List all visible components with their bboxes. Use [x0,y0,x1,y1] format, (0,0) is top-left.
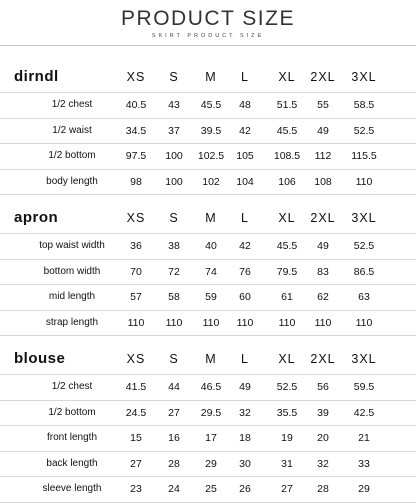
table-cell: 110 [314,316,332,329]
table-cell: 37 [168,124,180,137]
table-cell: 27 [130,457,142,470]
table-cell: 52.5 [353,240,375,252]
size-header-xl: XL [278,70,296,84]
table-cell: 42.5 [353,406,375,419]
table-cell: 97.5 [125,150,147,162]
table-cell: 18 [239,432,251,444]
size-header-m: M [205,352,217,366]
table-cell: 27 [168,406,180,419]
table-cell: 74 [205,265,217,278]
table-row [0,285,416,311]
table-cell: 26 [239,483,251,495]
row-label: 1/2 waist [52,124,92,136]
size-header-2xl: 2XL [310,211,336,225]
table-cell: 102.5 [197,150,225,162]
page-header [0,6,416,40]
table-cell: 30 [239,457,251,470]
table-cell: 20 [317,432,329,444]
table-cell: 21 [358,432,370,444]
size-header-l: L [241,211,249,225]
table-cell: 76 [239,265,251,278]
table-row [0,401,416,427]
page-subtitle: SKIRT PRODUCT SIZE [151,33,265,39]
table-cell: 115.5 [351,150,377,162]
table-cell: 79.5 [276,265,298,278]
table-cell: 108.5 [273,150,301,162]
size-header-m: M [205,70,217,84]
header-divider [0,45,416,46]
size-header-xl: XL [278,352,296,366]
row-label: top waist width [39,240,105,251]
table-cell: 42 [239,124,251,137]
table-cell: 40 [205,240,217,252]
table-cell: 110 [355,175,373,188]
table-cell: 45.5 [276,124,298,137]
table-row [0,374,416,401]
table-row [0,233,416,260]
table-cell: 49 [317,240,329,252]
row-label: 1/2 bottom [48,150,96,161]
table-cell: 39.5 [200,124,222,137]
page-title: PRODUCT SIZE [121,7,295,30]
size-header-s: S [169,352,179,366]
table-cell: 38 [168,240,180,252]
table-cell: 110 [202,316,220,329]
table-cell: 16 [168,432,180,444]
table-cell: 52.5 [276,381,298,393]
table-cell: 46.5 [200,381,222,393]
table-cell: 49 [239,381,251,393]
size-header-xs: XS [126,352,146,366]
table-cell: 19 [281,432,293,444]
table-cell: 110 [355,316,373,329]
table-row [0,260,416,286]
size-header-s: S [169,70,179,84]
table-cell: 40.5 [125,99,147,111]
table-row [0,477,416,503]
table-row [0,311,416,337]
table-cell: 49 [317,124,329,137]
table-cell: 110 [236,316,254,329]
table-cell: 42 [239,240,251,252]
table-cell: 28 [168,457,180,470]
section-header [0,64,416,92]
table-cell: 29 [358,483,370,495]
table-cell: 57 [130,291,142,303]
table-cell: 15 [130,432,142,444]
table-cell: 29.5 [200,406,222,419]
size-header-m: M [205,211,217,225]
table-cell: 34.5 [125,124,147,137]
section-header [0,346,416,374]
table-cell: 60 [239,291,251,303]
section-title: dirndl [14,68,59,85]
table-cell: 70 [130,265,142,278]
table-cell: 105 [236,150,254,162]
table-cell: 72 [168,265,180,278]
section-apron [0,205,416,336]
row-label: 1/2 chest [51,99,93,110]
table-cell: 28 [317,483,329,495]
size-header-xs: XS [126,70,146,84]
section-dirndl [0,64,416,195]
table-cell: 108 [314,175,332,188]
table-cell: 32 [317,457,329,470]
table-row [0,119,416,145]
row-label: sleeve length [42,483,102,494]
table-cell: 83 [317,265,329,278]
table-cell: 29 [205,457,217,470]
table-row [0,170,416,196]
table-row [0,426,416,452]
section-title: apron [14,209,59,226]
table-row [0,452,416,478]
section-title: blouse [14,350,66,367]
section-blouse [0,346,416,503]
row-label: body length [46,175,98,187]
table-cell: 110 [165,316,183,329]
table-cell: 61 [281,291,293,303]
table-cell: 86.5 [353,265,375,278]
size-header-l: L [241,70,249,84]
table-cell: 25 [205,483,217,495]
size-header-xs: XS [126,211,146,225]
table-row [0,144,416,170]
table-row [0,92,416,119]
table-cell: 33 [358,457,370,470]
table-cell: 45.5 [200,99,222,111]
table-cell: 41.5 [125,381,147,393]
table-cell: 110 [278,316,296,329]
table-cell: 58 [168,291,180,303]
table-cell: 112 [314,150,332,162]
size-header-2xl: 2XL [310,352,336,366]
table-cell: 24.5 [125,406,147,419]
table-cell: 39 [317,406,329,419]
table-cell: 52.5 [353,124,375,137]
table-cell: 58.5 [353,99,375,111]
table-cell: 62 [317,291,329,303]
table-cell: 102 [202,175,220,188]
table-cell: 35.5 [276,406,298,419]
table-cell: 48 [239,99,251,111]
table-cell: 24 [168,483,180,495]
row-label: strap length [45,316,99,328]
row-label: mid length [48,291,96,302]
table-cell: 110 [127,316,145,329]
table-cell: 56 [317,381,329,393]
row-label: 1/2 bottom [48,406,96,418]
section-header [0,205,416,233]
size-header-xl: XL [278,211,296,225]
size-header-3xl: 3XL [351,352,377,366]
table-cell: 27 [281,483,293,495]
table-cell: 17 [205,432,217,444]
table-cell: 55 [317,99,329,111]
row-label: back length [46,457,98,469]
table-cell: 100 [165,175,183,188]
table-cell: 32 [239,406,251,419]
table-cell: 98 [130,175,142,188]
row-label: bottom width [43,265,101,277]
table-cell: 23 [130,483,142,495]
size-header-3xl: 3XL [351,211,377,225]
table-cell: 31 [281,457,293,470]
table-cell: 100 [165,150,183,162]
table-cell: 43 [168,99,180,111]
row-label: front length [46,432,98,443]
table-cell: 44 [168,381,180,393]
size-header-l: L [241,352,249,366]
table-cell: 36 [130,240,142,252]
table-cell: 51.5 [276,99,298,111]
size-header-s: S [169,211,179,225]
table-cell: 106 [278,175,296,188]
row-label: 1/2 chest [51,381,93,392]
table-cell: 63 [358,291,370,303]
size-header-3xl: 3XL [351,70,377,84]
table-cell: 59 [205,291,217,303]
table-cell: 59.5 [353,381,375,393]
table-cell: 45.5 [276,240,298,252]
table-cell: 104 [236,175,254,188]
size-header-2xl: 2XL [310,70,336,84]
